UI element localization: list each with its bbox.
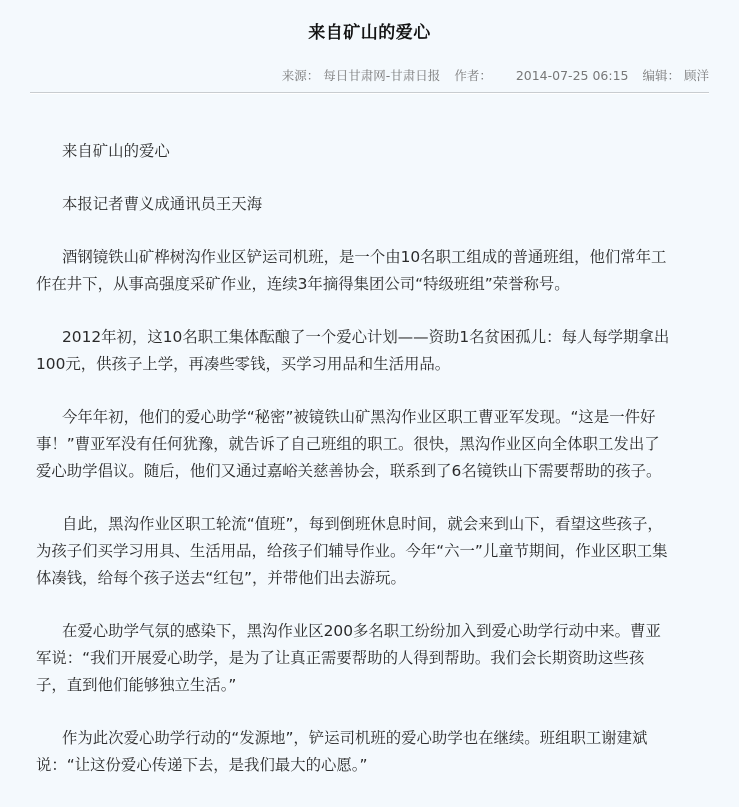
paragraph-line: 事！”曹亚军没有任何犹豫，就告诉了自己班组的职工。很快，黑沟作业区向全体职工发出了 (36, 435, 660, 453)
paragraph-line: 为孩子们买学习用具、生活用品，给孩子们辅导作业。今年“六一”儿童节期间，作业区职工集 (36, 542, 668, 560)
source-link[interactable]: 每日甘肃网-甘肃日报 (323, 68, 441, 83)
publish-datetime: 2014-07-25 06:15 (515, 68, 629, 83)
paragraph-line: 子，直到他们能够独立生活。” (36, 676, 237, 694)
paragraph-line: 爱心助学倡议。随后，他们又通过嘉峪关慈善协会，联系到了6名镜铁山下需要帮助的孩子。 (36, 462, 662, 480)
paragraph-1 (36, 244, 712, 298)
paragraph-line: 2012年初，这10名职工集体酝酿了一个爱心计划——资助1名贫困孤儿：每人每学期拿出 (62, 328, 670, 346)
paragraph-6 (36, 725, 712, 779)
paragraph-line: 军说：“我们开展爱心助学，是为了让真正需要帮助的人得到帮助。我们会长期资助这些孩 (36, 649, 645, 667)
paragraph-line: 作为此次爱心助学行动的“发源地”，铲运司机班的爱心助学也在继续。班组职工谢建斌 (62, 729, 648, 747)
editor-label: 编辑： (642, 68, 680, 83)
byline: 本报记者曹义成通讯员王天海 (62, 195, 263, 213)
paragraph-2 (36, 324, 712, 378)
paragraph-5 (36, 618, 712, 699)
article-body (36, 138, 712, 805)
paragraph-line: 体凑钱，给每个孩子送去“红包”，并带他们出去游玩。 (36, 569, 406, 587)
paragraph-line: 自此，黑沟作业区职工轮流“值班”，每到倒班休息时间，就会来到山下，看望这些孩子， (62, 515, 663, 533)
body-heading: 来自矿山的爱心 (62, 142, 170, 160)
author-label: 作者： (454, 68, 492, 83)
paragraph-4 (36, 511, 712, 592)
meta-divider (30, 92, 709, 94)
paragraph-line: 今年年初，他们的爱心助学“秘密”被镜铁山矿黑沟作业区职工曹亚军发现。“这是一件好 (62, 408, 656, 426)
paragraph-line: 说：“让这份爱心传递下去，是我们最大的心愿。” (36, 756, 368, 774)
article-meta (282, 66, 709, 84)
article-title: 来自矿山的爱心 (308, 23, 431, 43)
editor-name: 顾洋 (683, 68, 709, 83)
paragraph-line: 在爱心助学气氛的感染下，黑沟作业区200多名职工纷纷加入到爱心助学行动中来。曹亚 (62, 622, 661, 640)
paragraph-line: 作在井下，从事高强度采矿作业，连续3年摘得集团公司“特级班组”荣誉称号。 (36, 275, 570, 293)
paragraph-line: 酒钢镜铁山矿桦树沟作业区铲运司机班，是一个由10名职工组成的普通班组，他们常年工 (62, 248, 667, 266)
source-label: 来源： (281, 68, 320, 83)
paragraph-line: 100元，供孩子上学，再凑些零钱，买学习用品和生活用品。 (36, 355, 451, 373)
paragraph-3 (36, 404, 712, 485)
